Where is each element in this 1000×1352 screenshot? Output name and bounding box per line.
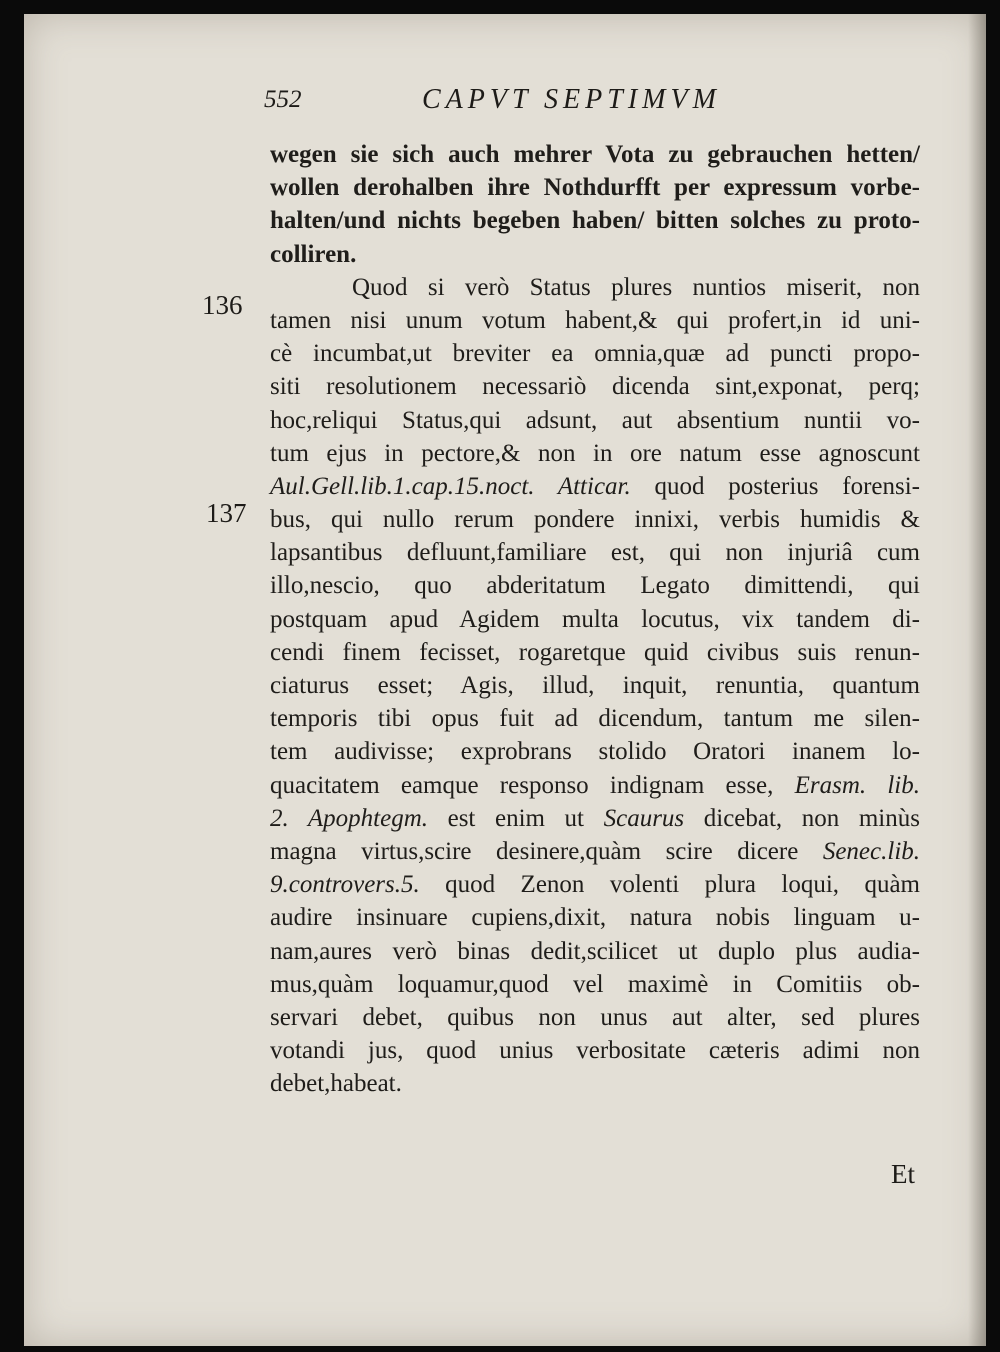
text-line: temporis tibi opus fuit ad dicendum, tantum me silen- (270, 705, 920, 733)
text-line: ciaturus esset; Agis, illud, inquit, renuntia, quantum (270, 672, 920, 699)
text-line: Quod si verò Status plures nuntios miserit, non (352, 273, 920, 301)
citation-seneca: Senec.lib. (822, 837, 921, 865)
citation-erasmus: Erasm. lib. (794, 771, 920, 799)
text-line: votandi jus, quod unius verbositate cæteris adimi non (270, 1037, 920, 1065)
catchword: Et (891, 1159, 915, 1189)
text-line: tem audivisse; exprobrans stolido Oratori inanem lo- (270, 738, 920, 766)
text-line: tamen nisi unum votum habent,& qui profert,in id uni- (270, 306, 920, 334)
page-number: 552 (264, 86, 302, 113)
text-line: lapsantibus defluunt,familiare est, qui non injuriâ cum (270, 539, 920, 567)
margin-number-136: 136 (202, 290, 243, 320)
text-line: wollen derohalben ihre Nothdurfft per expressum vorbe- (270, 174, 920, 202)
book-page (24, 14, 986, 1346)
text-line: 9.controvers.5. quod Zenon volenti plura loqui, quàm (270, 871, 920, 899)
text-line: hoc,reliqui Status,qui adsunt, aut absentium nuntii vo- (270, 406, 920, 434)
citation-gellius: Aul.Gell.lib.1.cap.15.noct. Atticar. (270, 472, 631, 500)
text-line: audire insinuare cupiens,dixit, natura nobis linguam u- (270, 904, 920, 932)
text-line: debet,habeat. (270, 1070, 402, 1098)
text-line: wegen sie sich auch mehrer Vota zu gebrauchen hetten/ (270, 141, 920, 168)
name-scaurus: Scaurus (603, 804, 685, 832)
body-text (270, 138, 920, 1100)
text-line: illo,nescio, quo abderitatum Legato dimittendi, qui (270, 572, 920, 600)
text-line: nam,aures verò binas dedit,scilicet ut duplo plus audia- (270, 937, 920, 965)
text-line: postquam apud Agidem multa locutus, vix tandem di- (270, 605, 920, 633)
text-line: bus, qui nullo rerum pondere innixi, verbis humidis & (270, 506, 920, 534)
text-line: magna virtus,scire desinere,quàm scire dicere Senec.lib. (270, 837, 921, 865)
text-line: quacitatem eamque responso indignam esse, Erasm. lib. (270, 771, 920, 799)
citation-controvers: 9.controvers.5. (270, 871, 420, 899)
margin-number-137: 137 (206, 498, 247, 528)
text-line: mus,quàm loquamur,quod vel maximè in Comitiis ob- (270, 970, 920, 998)
text-line: 2. Apophtegm. est enim ut Scaurus dicebat, non minùs (270, 804, 920, 832)
text-line: cè incumbat,ut breviter ea omnia,quæ ad puncti propo- (270, 340, 920, 368)
text-line: halten/und nichts begeben haben/ bitten solches zu proto- (270, 207, 920, 235)
text-line: cendi finem fecisset, rogaretque quid civibus suis renun- (270, 638, 920, 666)
text-line: servari debet, quibus non unus aut alter, sed plures (270, 1003, 920, 1031)
text-line: tum ejus in pectore,& non in ore natum esse agnoscunt (270, 439, 920, 467)
text-line: Aul.Gell.lib.1.cap.15.noct. Atticar. quod posterius forensi- (270, 472, 921, 500)
text-line: siti resolutionem necessariò dicenda sint,exponat, perq; (270, 373, 920, 401)
text-line: colliren. (270, 240, 357, 268)
citation-apophtegm: 2. Apophtegm. (270, 804, 429, 832)
running-title: CAPVT SEPTIMVM (422, 84, 721, 115)
